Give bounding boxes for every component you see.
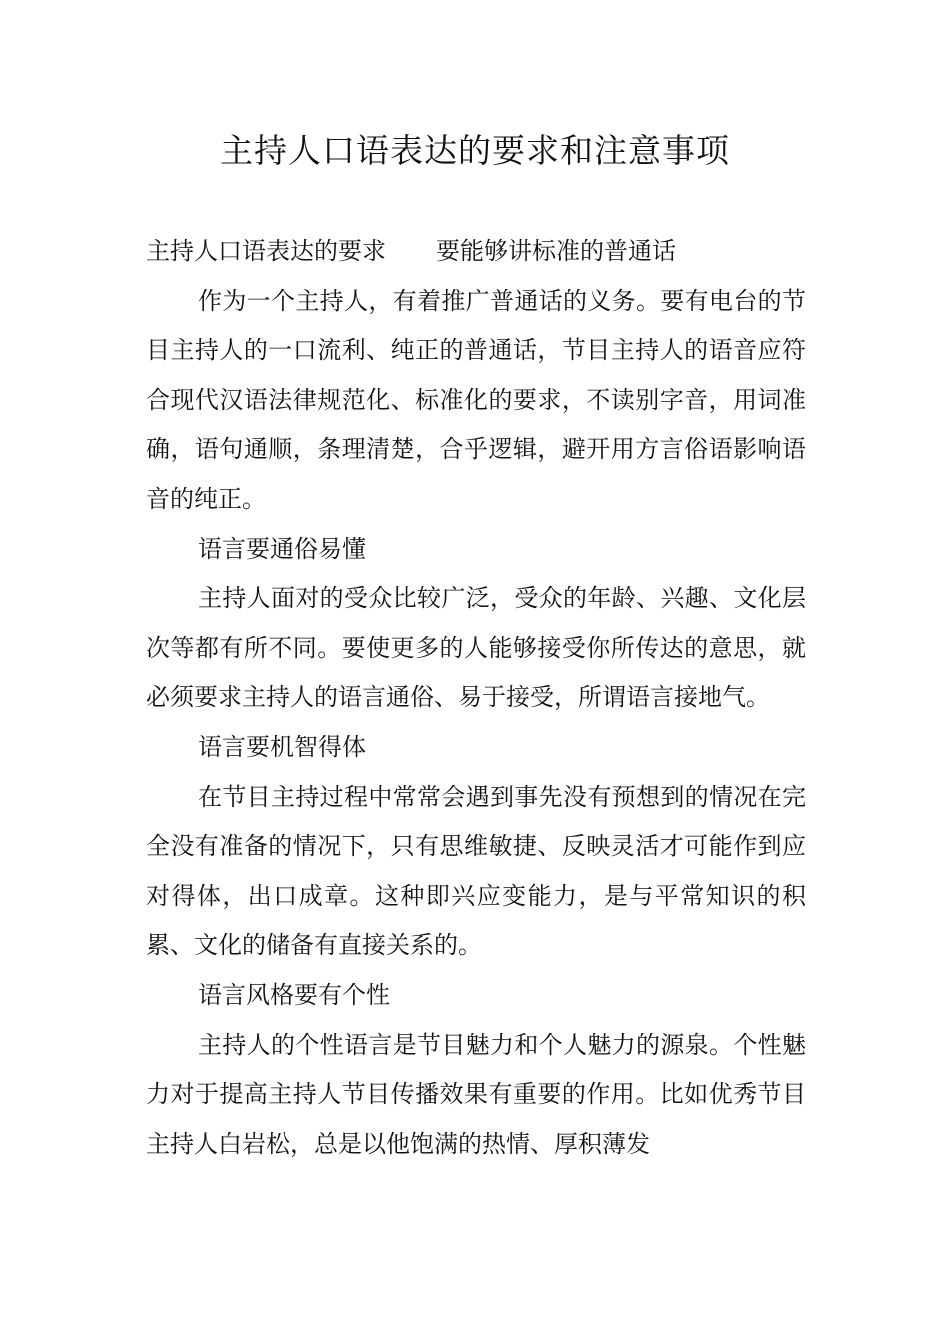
paragraph: 在节目主持过程中常常会遇到事先没有预想到的情况在完全没有准备的情况下，只有思维敏捷、反映灵活才可能作到应对得体，出口成章。这种即兴应变能力，是与平常知识的积累、文化的储备有直接关系的。 <box>146 782 806 960</box>
paragraph: 主持人面对的受众比较广泛，受众的年龄、兴趣、文化层次等都有所不同。要使更多的人能够接受你所传达的意思，就必须要求主持人的语言通俗、易于接受，所谓语言接地气。 <box>146 584 806 712</box>
section-heading: 语言要通俗易懂 <box>198 534 366 563</box>
paragraph: 主持人的个性语言是节目魅力和个人魅力的源泉。个性魅力对于提高主持人节目传播效果有重要的作用。比如优秀节目主持人白岩松，总是以他饱满的热情、厚积薄发 <box>146 1030 806 1158</box>
section-heading: 语言要机智得体 <box>198 732 366 761</box>
paragraph: 作为一个主持人，有着推广普通话的义务。要有电台的节目主持人的一口流利、纯正的普通话，节目主持人的语音应符合现代汉语法律规范化、标准化的要求，不读别字音，用词准确，语句通顺，条理清楚，合乎逻辑，避开用方言俗语影响语音的纯正。 <box>146 286 806 513</box>
document-title: 主持人口语表达的要求和注意事项 <box>220 131 730 170</box>
lead-left: 主持人口语表达的要求 <box>146 237 386 265</box>
lead-line <box>146 227 806 277</box>
document-body <box>146 227 806 1169</box>
section-heading: 语言风格要有个性 <box>198 980 390 1009</box>
lead-right: 要能够讲标准的普通话 <box>436 237 676 265</box>
